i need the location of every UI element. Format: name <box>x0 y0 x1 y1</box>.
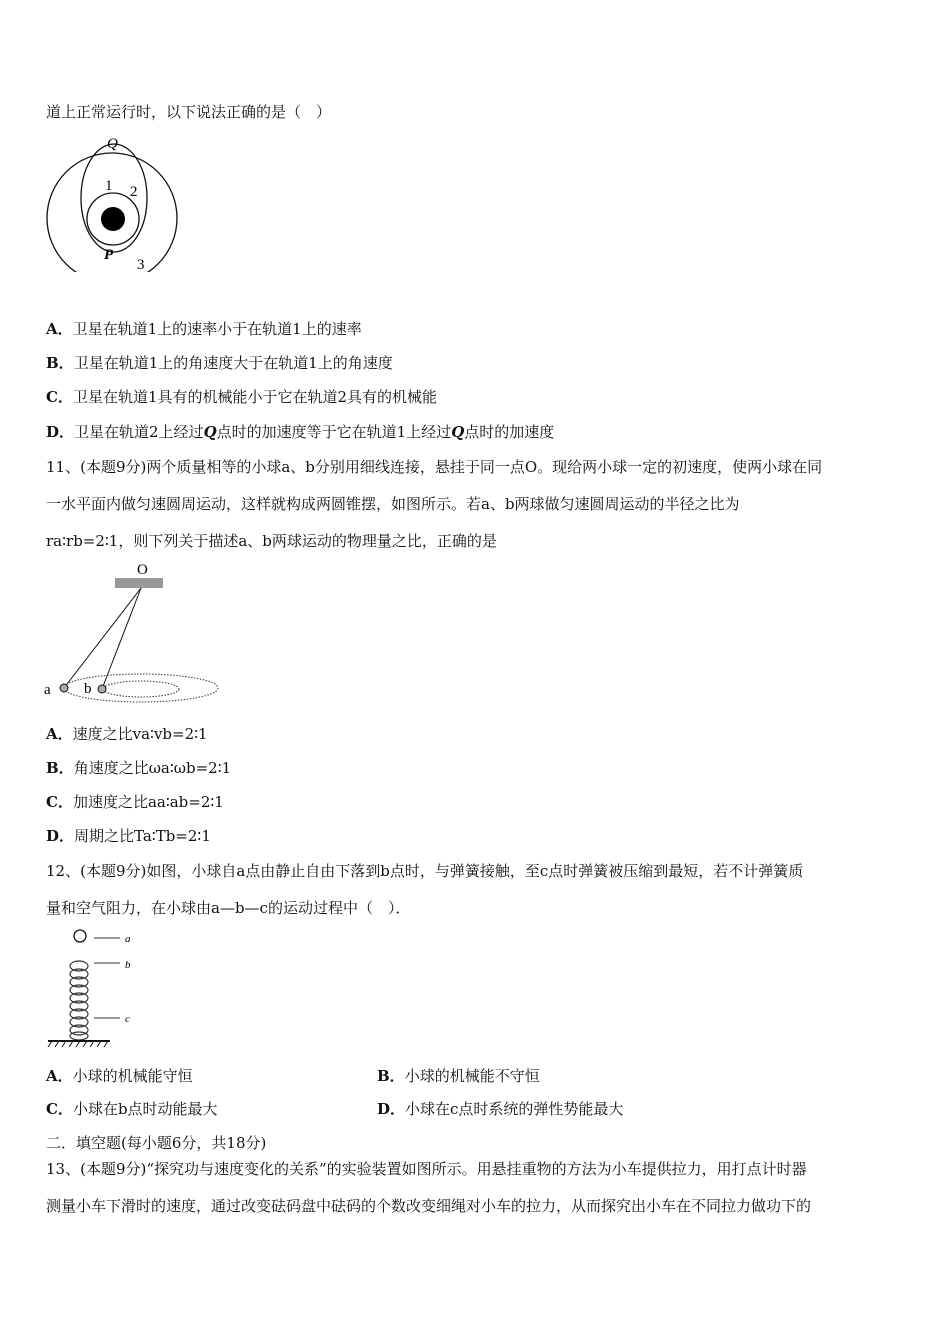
orbit-figure <box>44 132 184 272</box>
q13-stem-line2: 测量小车下滑时的速度，通过改变砝码盘中砝码的个数改变细绳对小车的拉力，从而探究出小车在不同拉力做功下的 <box>46 1197 812 1215</box>
q12-option-b[interactable]: B．小球的机械能不守恒 <box>377 1067 540 1085</box>
label-a: a <box>125 933 131 945</box>
q10-option-a[interactable]: A．卫星在轨道1上的速率小于在轨道1上的速率 <box>46 320 362 338</box>
q12-stem-line1: 12、(本题9分)如图，小球自a点由静止自由下落到b点时，与弹簧接触，至c点时弹簧被压缩到最短，若不计弹簧质 <box>46 862 804 880</box>
label-b: b <box>84 681 92 697</box>
q11-option-a[interactable]: A．速度之比va∶vb=2∶1 <box>46 725 208 743</box>
q10-option-b[interactable]: B．卫星在轨道1上的角速度大于在轨道1上的角速度 <box>46 354 393 372</box>
label-b: b <box>125 959 131 971</box>
label-c: c <box>125 1013 130 1025</box>
orbit-3-label: 3 <box>137 257 145 272</box>
conical-pendulum-figure <box>40 558 225 708</box>
q12-stem-line2: 量和空气阻力，在小球由a—b—c的运动过程中（ ）． <box>46 899 411 917</box>
q11-stem-line2: 一水平面内做匀速圆周运动，这样就构成两圆锥摆，如图所示。若a、b两球做匀速圆周运动的半径之比为 <box>46 495 740 513</box>
label-P: P <box>104 247 114 263</box>
q11-option-d[interactable]: D．周期之比Ta∶Tb=2∶1 <box>46 827 211 845</box>
q13-stem-line1: 13、(本题9分)“探究功与速度变化的关系”的实验装置如图所示。用悬挂重物的方法为小车提供拉力，用打点计时器 <box>46 1160 807 1178</box>
spring-coil <box>70 961 88 1040</box>
section-title: 二．填空题(每小题6分，共18分) <box>46 1134 267 1152</box>
q11-option-b[interactable]: B．角速度之比ωa∶ωb=2∶1 <box>46 759 232 777</box>
spring-figure <box>44 926 144 1052</box>
orbit-1-label: 1 <box>105 178 113 194</box>
q11-stem-line1: 11、(本题9分)两个质量相等的小球a、b分别用细线连接，悬挂于同一点O。现给两小球一定的初速度，使两小球在同 <box>46 458 823 476</box>
label-O: O <box>137 562 148 578</box>
label-a: a <box>44 682 51 698</box>
orbit-2-label: 2 <box>130 184 138 200</box>
q11-stem-line3: ra∶rb=2∶1，则下列关于描述a、b两球运动的物理量之比，正确的是 <box>46 532 497 550</box>
q10-option-d[interactable]: D．卫星在轨道2上经过Q点时的加速度等于它在轨道1上经过Q点时的加速度 <box>46 423 555 441</box>
q10-option-c[interactable]: C．卫星在轨道1具有的机械能小于它在轨道2具有的机械能 <box>46 388 438 406</box>
q12-option-d[interactable]: D．小球在c点时系统的弹性势能最大 <box>377 1100 624 1118</box>
q10-stem-tail: 道上正常运行时，以下说法正确的是（ ） <box>46 103 332 121</box>
q12-option-a[interactable]: A．小球的机械能守恒 <box>46 1067 193 1085</box>
label-Q: Q <box>107 136 118 152</box>
q11-option-c[interactable]: C．加速度之比aa∶ab=2∶1 <box>46 793 224 811</box>
q12-option-c[interactable]: C．小球在b点时动能最大 <box>46 1100 218 1118</box>
